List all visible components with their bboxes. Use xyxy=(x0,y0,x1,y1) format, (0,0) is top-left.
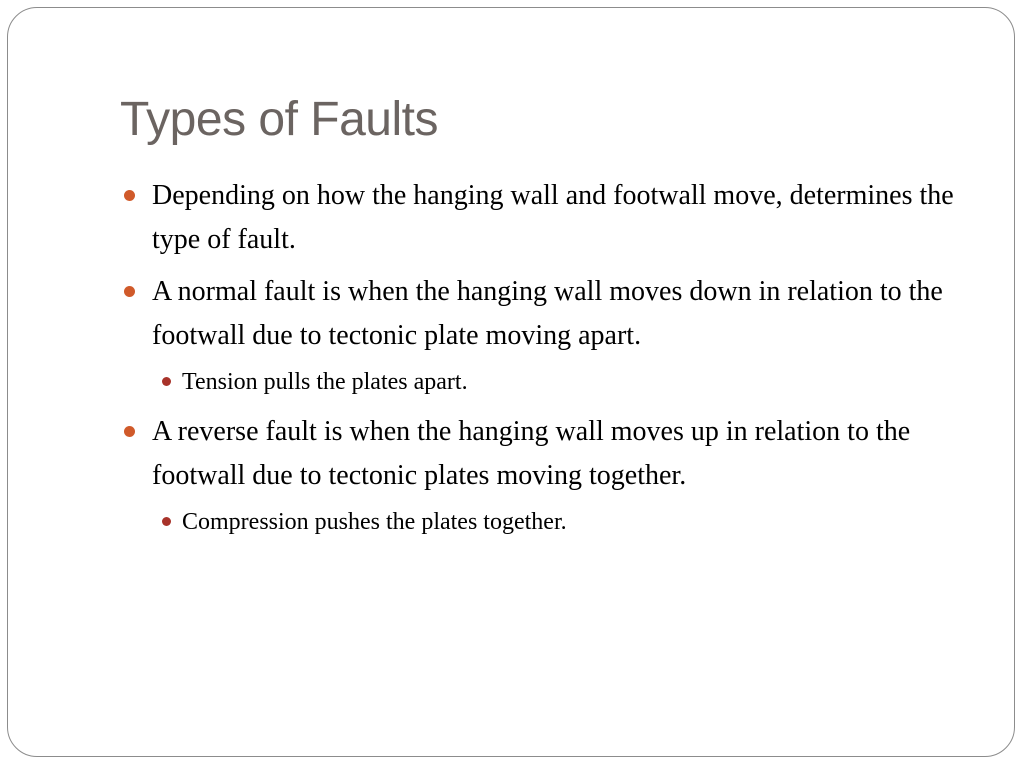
slide xyxy=(7,7,1015,757)
bullet-text: A normal fault is when the hanging wall moves down in relation to the footwall due to tectonic plate moving apart. xyxy=(152,276,943,351)
bullet-dot-icon xyxy=(124,286,135,297)
bullet-dot-icon xyxy=(124,190,135,201)
sub-bullet-item xyxy=(120,504,980,540)
bullet-text: A reverse fault is when the hanging wall moves up in relation to the footwall due to tectonic plates moving together. xyxy=(152,416,911,491)
sub-bullet-dot-icon xyxy=(162,517,171,526)
bullet-dot-icon xyxy=(124,426,135,437)
sub-bullet-text: Tension pulls the plates apart. xyxy=(182,369,468,395)
bullet-list xyxy=(120,174,980,550)
bullet-item xyxy=(120,174,980,262)
bullet-text: Depending on how the hanging wall and footwall move, determines the type of fault. xyxy=(152,180,954,255)
slide-title: Types of Faults xyxy=(120,93,438,146)
bullet-item xyxy=(120,410,980,498)
bullet-item xyxy=(120,270,980,358)
sub-bullet-dot-icon xyxy=(162,377,171,386)
sub-bullet-text: Compression pushes the plates together. xyxy=(182,509,567,535)
sub-bullet-item xyxy=(120,364,980,400)
